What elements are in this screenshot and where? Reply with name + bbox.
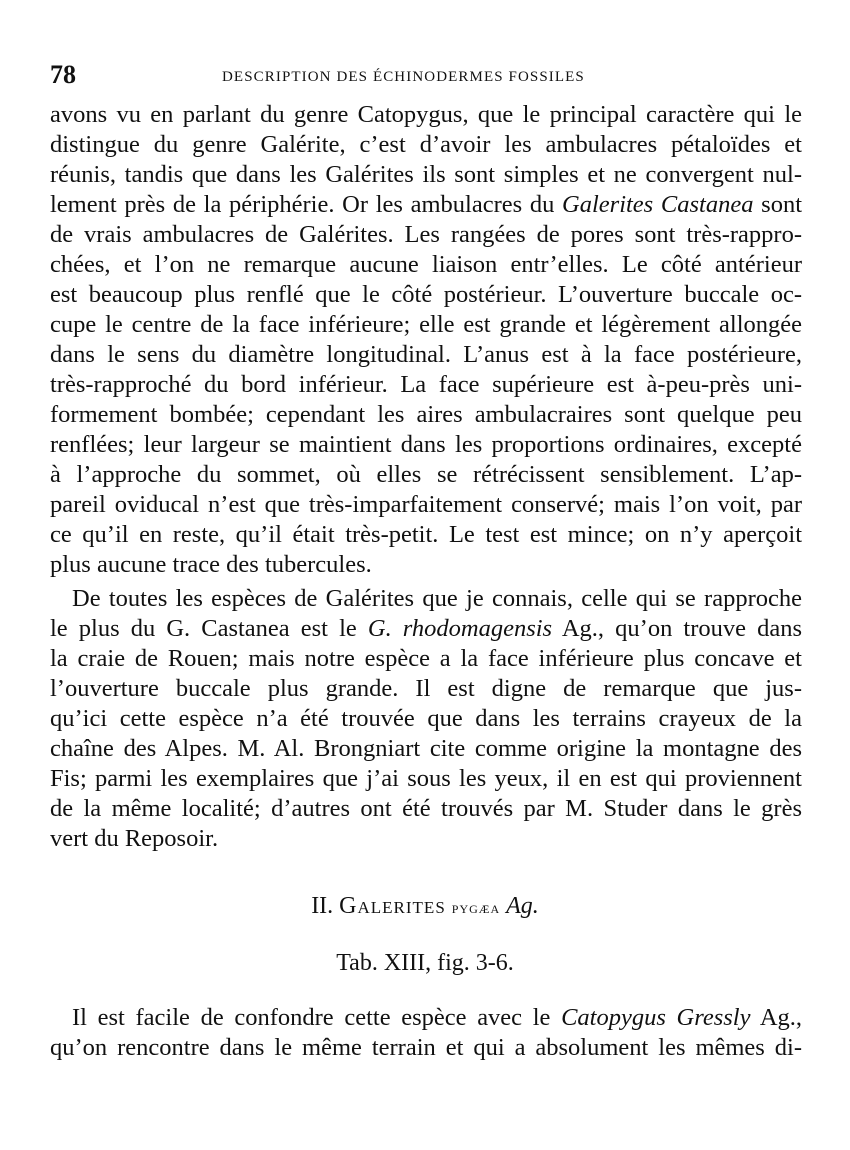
text-line: à l’approche du sommet, où elles se rétrécissent sensiblement. L’ap- bbox=[50, 461, 802, 488]
running-title: DESCRIPTION DES ÉCHINODERMES FOSSILES bbox=[222, 69, 585, 85]
text-line: l’ouverture buccale plus grande. Il est digne de remarque que jus- bbox=[50, 675, 802, 702]
page-number: 78 bbox=[50, 60, 76, 89]
text-span: Ag., bbox=[750, 1004, 802, 1031]
species-name-italic: G. rhodomagensis bbox=[367, 615, 553, 642]
section-genus: Galerites bbox=[339, 893, 446, 919]
text-line: cupe le centre de la face inférieure; elle est grande et légèrement allongée bbox=[50, 311, 802, 338]
section-author: Ag. bbox=[506, 893, 539, 919]
text-line: formement bombée; cependant les aires ambulacraires sont quelque peu bbox=[50, 401, 802, 428]
text-line: plus aucune trace des tubercules. bbox=[50, 551, 372, 578]
text-line: la craie de Rouen; mais notre espèce a la face inférieure plus concave et bbox=[50, 645, 802, 672]
text-line: chaîne des Alpes. M. Al. Brongniart cite comme origine la montagne des bbox=[50, 735, 802, 762]
text-line: est beaucoup plus renflé que le côté postérieur. L’ouverture buccale oc- bbox=[50, 281, 802, 308]
text-line: avons vu en parlant du genre Catopygus, que le principal caractère qui le bbox=[50, 101, 802, 128]
text-line bbox=[50, 614, 802, 644]
species-name-italic: Catopygus Gressly bbox=[561, 1004, 751, 1031]
text-span: lement près de la périphérie. Or les ambulacres du bbox=[50, 191, 563, 218]
text-line bbox=[50, 190, 802, 220]
text-line: vert du Reposoir. bbox=[50, 825, 219, 852]
paragraph-1 bbox=[50, 100, 802, 854]
text-line: chées, et l’on ne remarque aucune liaison entr’elles. Le côté antérieur bbox=[50, 251, 802, 278]
section-numeral: II. bbox=[311, 893, 334, 919]
text-line: De toutes les espèces de Galérites que je connais, celle qui se rapproche bbox=[72, 585, 802, 612]
text-span: sont bbox=[753, 191, 802, 218]
text-line: pareil oviducal n’est que très-imparfaitement conservé; mais l’on voit, par bbox=[50, 491, 802, 518]
text-line: dans le sens du diamètre longitudinal. L’anus est à la face postérieure, bbox=[50, 341, 802, 368]
text-line: réunis, tandis que dans les Galérites ils sont simples et ne convergent nul- bbox=[50, 161, 802, 188]
text-span: Ag., qu’on trouve dans bbox=[552, 615, 802, 642]
species-name-italic: Galerites Castanea bbox=[562, 191, 754, 218]
text-line: Fis; parmi les exemplaires que j’ai sous les yeux, il en est qui proviennent bbox=[50, 765, 802, 792]
section-heading bbox=[0, 893, 850, 920]
text-line: très-rapproché du bord inférieur. La face supérieure est à-peu-près uni- bbox=[50, 371, 802, 398]
section-species: pygæa bbox=[451, 898, 501, 917]
text-line: ce qu’il en reste, qu’il était très-petit. Le test est mince; on n’y aperçoit bbox=[50, 521, 802, 548]
text-line: de la même localité; d’autres ont été trouvés par M. Studer dans le grès bbox=[50, 795, 802, 822]
text-line: renflées; leur largeur se maintient dans les proportions ordinaires, excepté bbox=[50, 431, 802, 458]
text-span: le plus du G. Castanea est le bbox=[50, 615, 368, 642]
text-line: de vrais ambulacres de Galérites. Les rangées de pores sont très-rappro- bbox=[50, 221, 802, 248]
text-line: distingue du genre Galérite, c’est d’avoir les ambulacres pétaloïdes et bbox=[50, 131, 802, 158]
text-span: Il est facile de confondre cette espèce avec le bbox=[72, 1004, 562, 1031]
text-line: qu’ici cette espèce n’a été trouvée que dans les terrains crayeux de la bbox=[50, 705, 802, 732]
paragraph-3 bbox=[50, 1003, 802, 1063]
plate-reference: Tab. XIII, fig. 3-6. bbox=[336, 950, 514, 976]
text-line bbox=[50, 1003, 802, 1033]
running-head bbox=[50, 60, 800, 94]
text-line: qu’on rencontre dans le même terrain et qui a absolument les mêmes di- bbox=[50, 1034, 802, 1061]
